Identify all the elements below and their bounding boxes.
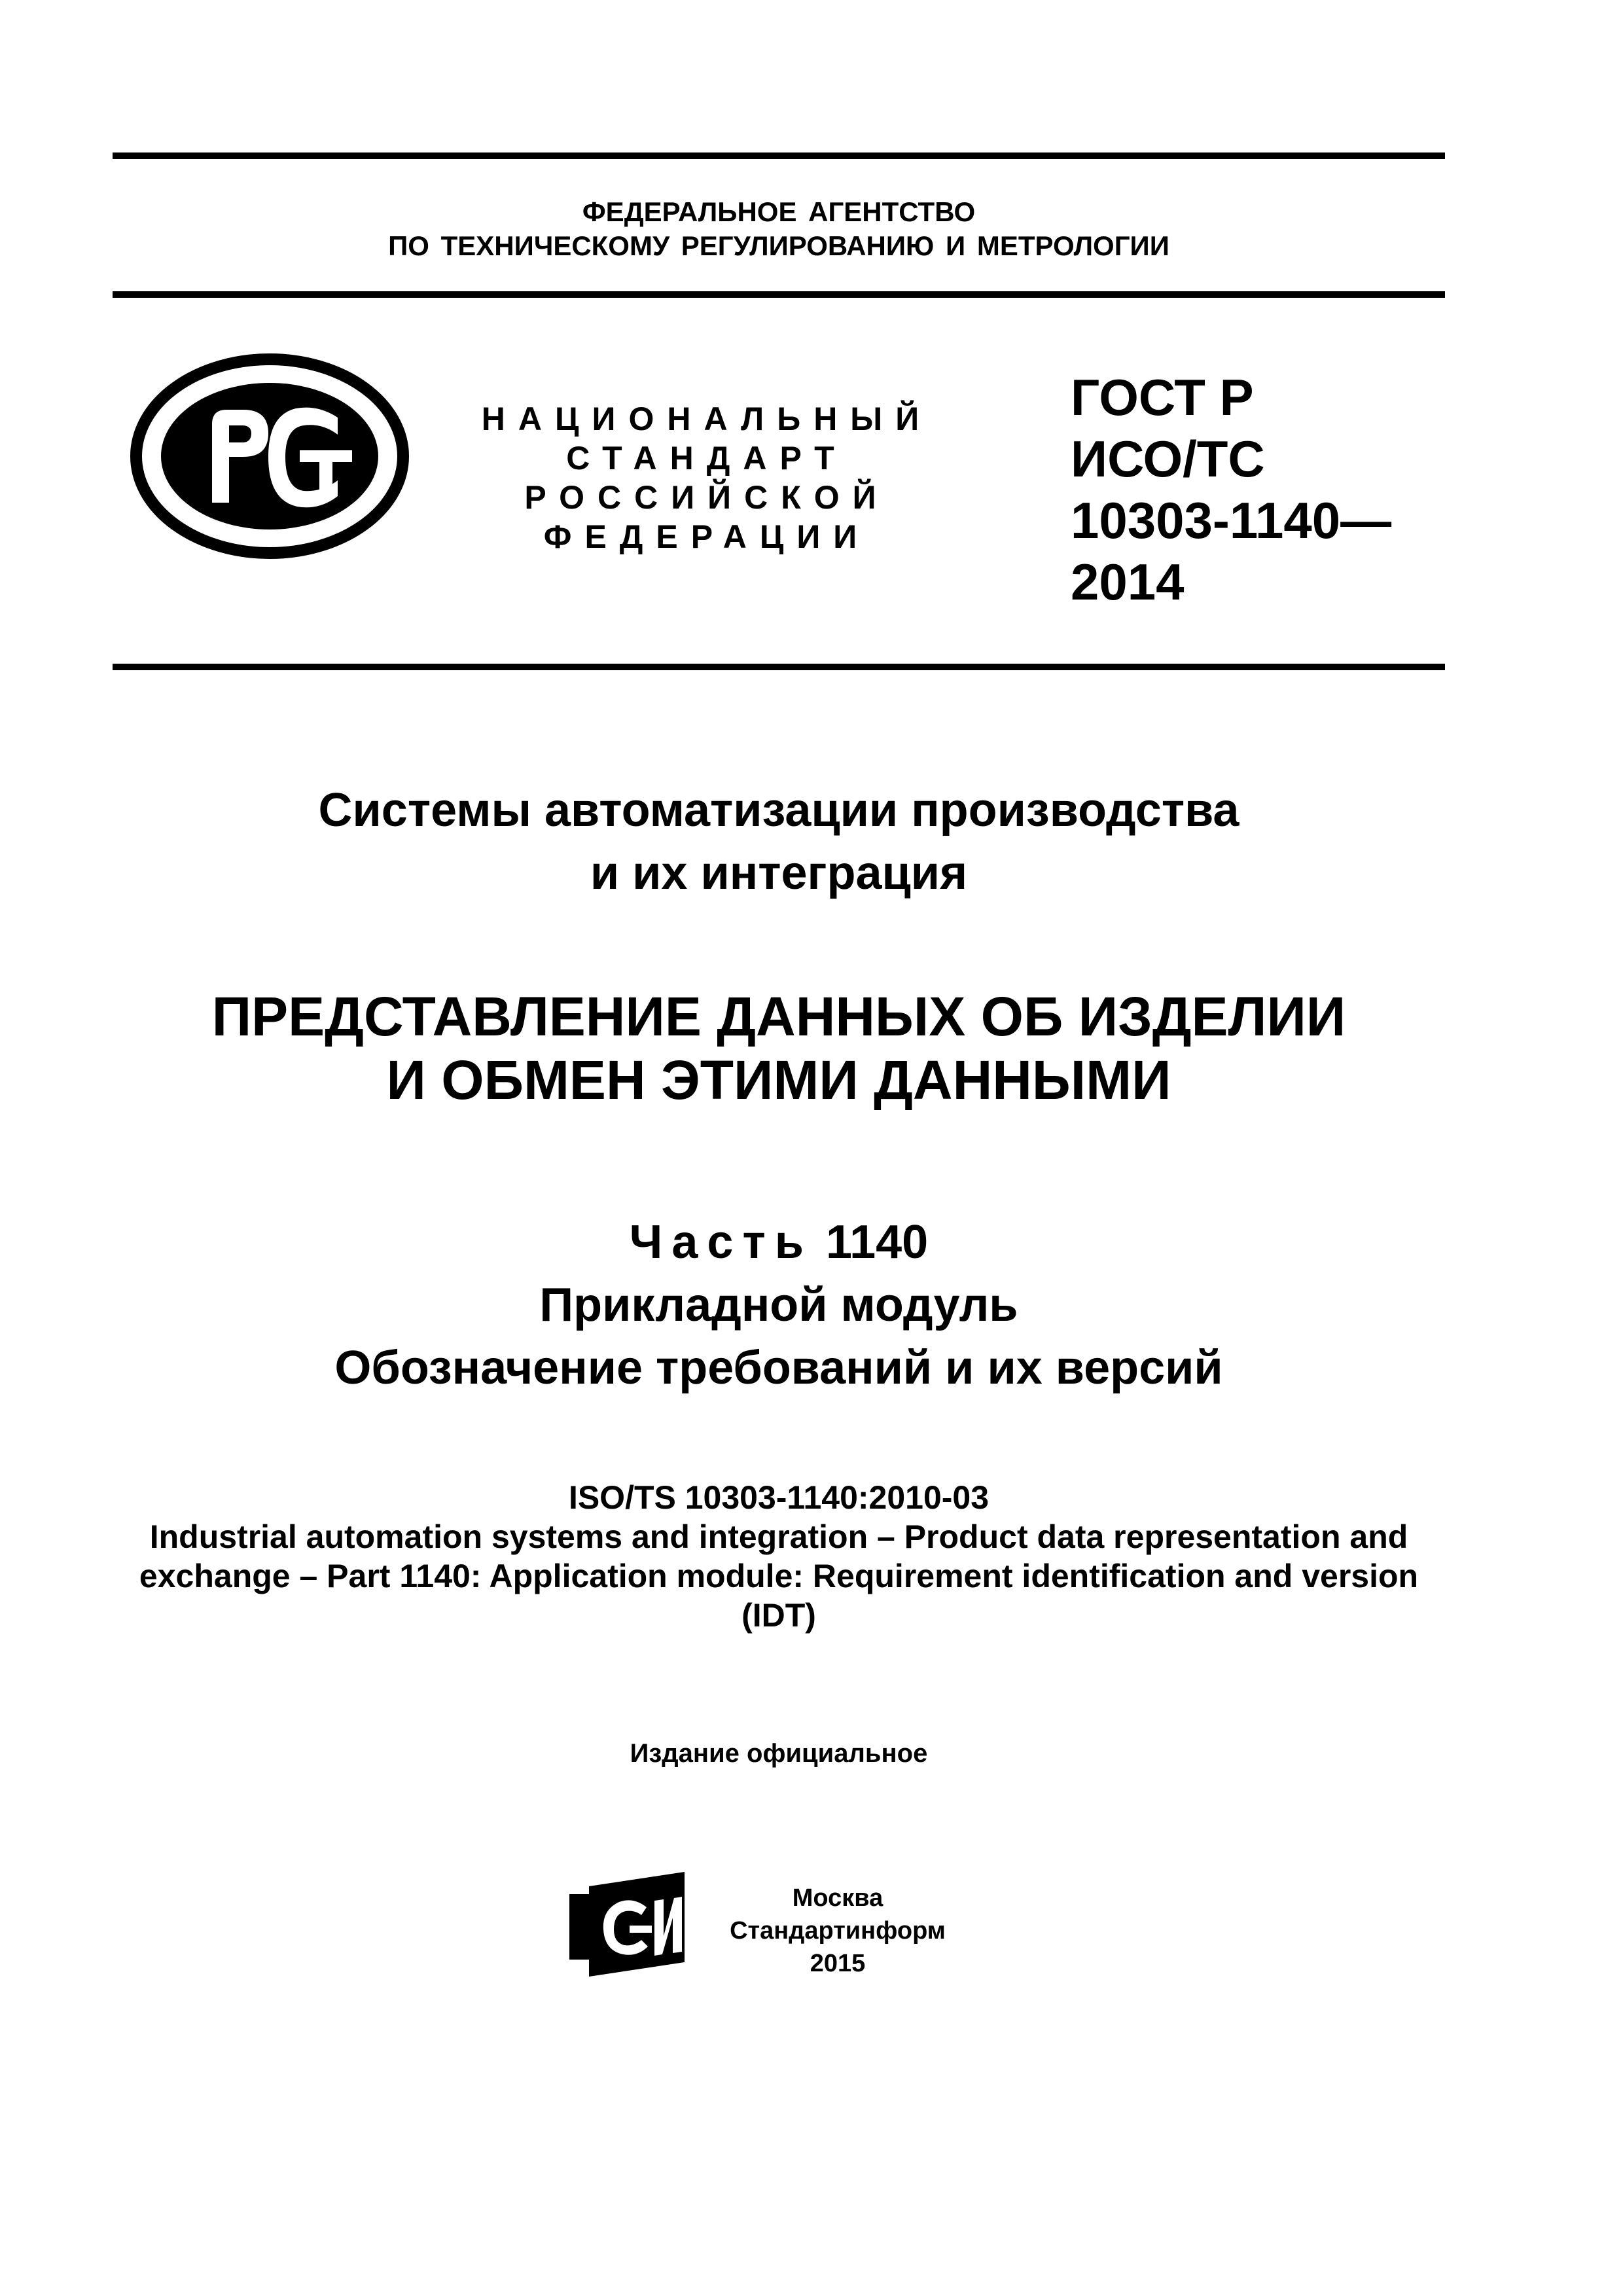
header-rule — [113, 291, 1445, 298]
subtitle-line-2: и их интеграция — [590, 847, 968, 899]
subtitle-line-1: Системы автоматизации производства — [318, 784, 1240, 836]
designation-line-4: 2014 — [1071, 553, 1185, 611]
part-word: Часть — [629, 1216, 813, 1268]
iso-line-4: (IDT) — [741, 1597, 816, 1634]
part-line-1 — [113, 1211, 1445, 1274]
part-title — [113, 1211, 1445, 1399]
agency-line-2: ПО ТЕХНИЧЕСКОМУ РЕГУЛИРОВАНИЮ И МЕТРОЛОГИИ — [388, 230, 1169, 261]
title-rule — [113, 664, 1445, 670]
designation-line-1: ГОСТ Р — [1071, 368, 1254, 426]
publisher-block — [700, 1882, 975, 1980]
iso-line-2: Industrial automation systems and integration – Product data representation and — [149, 1518, 1408, 1555]
main-title-line-2: И ОБМЕН ЭТИМИ ДАННЫМИ — [386, 1049, 1171, 1111]
national-standard-label — [452, 399, 962, 556]
label-line-4: ФЕДЕРАЦИИ — [543, 518, 870, 555]
designation-line-3: 10303-1140— — [1071, 492, 1392, 549]
part-line-2: Прикладной модуль — [539, 1279, 1018, 1331]
official-edition: Издание официальное — [630, 1739, 928, 1768]
label-line-1: НАЦИОНАЛЬНЫЙ — [481, 401, 933, 437]
publisher-year: 2015 — [810, 1950, 866, 1977]
rst-gost-logo-icon — [128, 352, 411, 560]
document-subtitle — [113, 779, 1445, 905]
part-line-3: Обозначение требований и их версий — [334, 1342, 1223, 1394]
agency-line-1: ФЕДЕРАЛЬНОЕ АГЕНТСТВО — [582, 196, 976, 227]
main-title-line-1: ПРЕДСТАВЛЕНИЕ ДАННЫХ ОБ ИЗДЕЛИИ — [211, 986, 1346, 1047]
standard-designation — [1071, 367, 1437, 613]
publisher-name: Стандартинформ — [730, 1917, 946, 1945]
label-line-3: РОССИЙСКОЙ — [524, 479, 889, 516]
designation-line-2: ИСО/ТС — [1071, 430, 1265, 488]
part-number: 1140 — [826, 1216, 929, 1268]
standartinform-si-logo-icon — [569, 1872, 685, 1977]
agency-header — [113, 195, 1445, 263]
publisher-city: Москва — [792, 1884, 883, 1912]
document-main-title — [113, 985, 1445, 1112]
iso-line-1: ISO/TS 10303-1140:2010-03 — [568, 1479, 990, 1516]
iso-line-3: exchange – Part 1140: Application module: Requirement identification and version — [139, 1558, 1419, 1594]
top-rule — [113, 152, 1445, 159]
label-line-2: СТАНДАРТ — [566, 440, 847, 476]
iso-reference — [113, 1478, 1445, 1635]
